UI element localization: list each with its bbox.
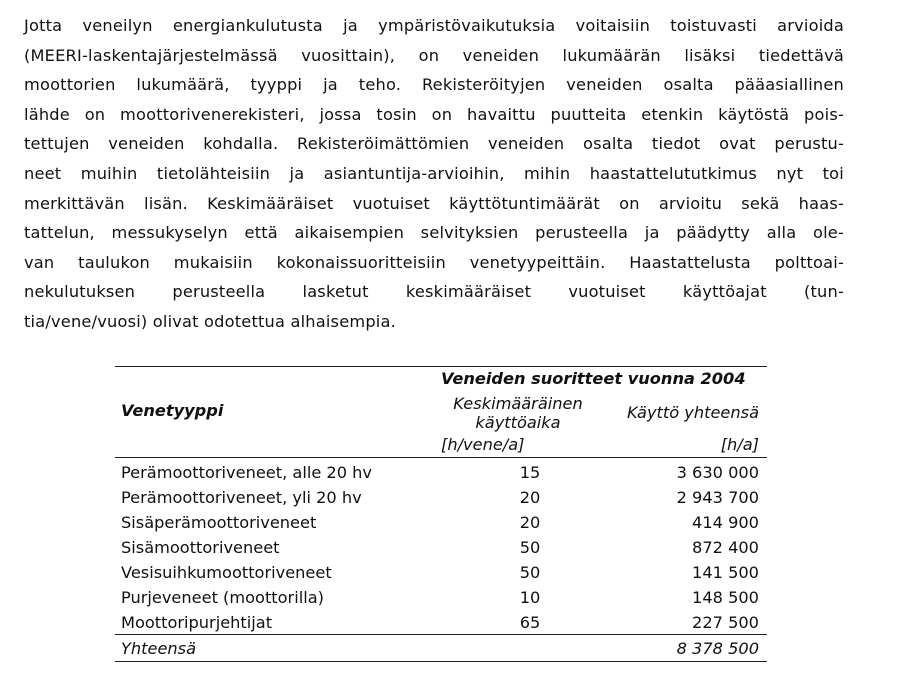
cell-hours: 15: [519, 463, 541, 482]
cell-total: 414 900: [692, 513, 759, 532]
column-header-total: Käyttö yhteensä: [627, 403, 759, 422]
cell-hours: 50: [519, 538, 541, 557]
body-paragraph: [24, 11, 844, 337]
cell-hours: 50: [519, 563, 541, 582]
cell-grand-total: 8 378 500: [676, 639, 759, 658]
column-header-hours-line2: käyttöaika: [475, 413, 561, 432]
paragraph-line: tattelun, messukyselyn että aikaisempien selvityksien perusteella ja päädytty alla ole-: [24, 223, 844, 243]
table-bottom-rule: [115, 661, 767, 662]
cell-total: 141 500: [692, 563, 759, 582]
table-row: [115, 510, 767, 535]
cell-type: Sisämoottoriveneet: [121, 538, 280, 557]
cell-hours: 10: [519, 588, 541, 607]
paragraph-line: neet muihin tietolähteisiin ja asiantuntija-arvioihin, mihin haastattelututkimus nyt toi: [24, 163, 844, 183]
paragraph-line: van taulukon mukaisiin kokonaissuoritteisiin venetyypeittäin. Haastattelusta polttoai-: [24, 252, 844, 272]
cell-type: Purjeveneet (moottorilla): [121, 588, 324, 607]
table-row: [115, 585, 767, 610]
cell-hours: 65: [519, 613, 541, 632]
column-header-type: Venetyyppi: [121, 401, 224, 420]
table-total-rule: [115, 634, 767, 635]
column-unit-total: [h/a]: [720, 435, 759, 454]
paragraph-line: nekulutuksen perusteella lasketut keskimääräiset vuotuiset käyttöajat (tun-: [24, 282, 844, 302]
paragraph-line: (MEERI-laskentajärjestelmässä vuosittain), on veneiden lukumäärän lisäksi tiedettävä: [24, 45, 844, 65]
paragraph-line: moottorien lukumäärä, tyyppi ja teho. Rekisteröityjen veneiden osalta pääasiallinen: [24, 75, 844, 95]
table-header-rule: [115, 457, 767, 458]
cell-type: Moottoripurjehtijat: [121, 613, 273, 632]
column-unit-hours: [h/vene/a]: [441, 435, 525, 454]
table-row: [115, 485, 767, 510]
cell-total: 3 630 000: [676, 463, 759, 482]
cell-type: Vesisuihkumoottoriveneet: [121, 563, 332, 582]
cell-total: 2 943 700: [676, 488, 759, 507]
cell-total-label: Yhteensä: [121, 639, 197, 658]
table-group-header: Veneiden suoritteet vuonna 2004: [441, 369, 746, 388]
cell-type: Perämoottoriveneet, yli 20 hv: [121, 488, 362, 507]
cell-total: 872 400: [692, 538, 759, 557]
paragraph-line: lähde on moottorivenerekisteri, jossa tosin on havaittu puutteita etenkin käytöstä pois-: [24, 104, 844, 124]
cell-total: 148 500: [692, 588, 759, 607]
cell-total: 227 500: [692, 613, 759, 632]
table-row: [115, 560, 767, 585]
table-top-rule: [115, 366, 767, 367]
table-total-row: [115, 636, 767, 661]
cell-type: Sisäperämoottoriveneet: [121, 513, 317, 532]
paragraph-line: tettujen veneiden kohdalla. Rekisteröimättömien veneiden osalta tiedot ovat perustu-: [24, 134, 844, 154]
table-row: [115, 535, 767, 560]
table-row: [115, 610, 767, 635]
paragraph-line: tia/vene/vuosi) olivat odotettua alhaisempia.: [24, 311, 396, 331]
column-header-hours-line1: Keskimääräinen: [453, 394, 583, 413]
cell-type: Perämoottoriveneet, alle 20 hv: [121, 463, 373, 482]
paragraph-line: Jotta veneilyn energiankulutusta ja ympäristövaikutuksia voitaisiin toistuvasti arvioida: [24, 16, 844, 35]
paragraph-line: merkittävän lisän. Keskimääräiset vuotuiset käyttötuntimäärät on arvioitu sekä haas-: [24, 193, 844, 213]
cell-hours: 20: [519, 488, 541, 507]
cell-hours: 20: [519, 513, 541, 532]
column-header-hours: [433, 394, 603, 432]
table-row: [115, 460, 767, 485]
